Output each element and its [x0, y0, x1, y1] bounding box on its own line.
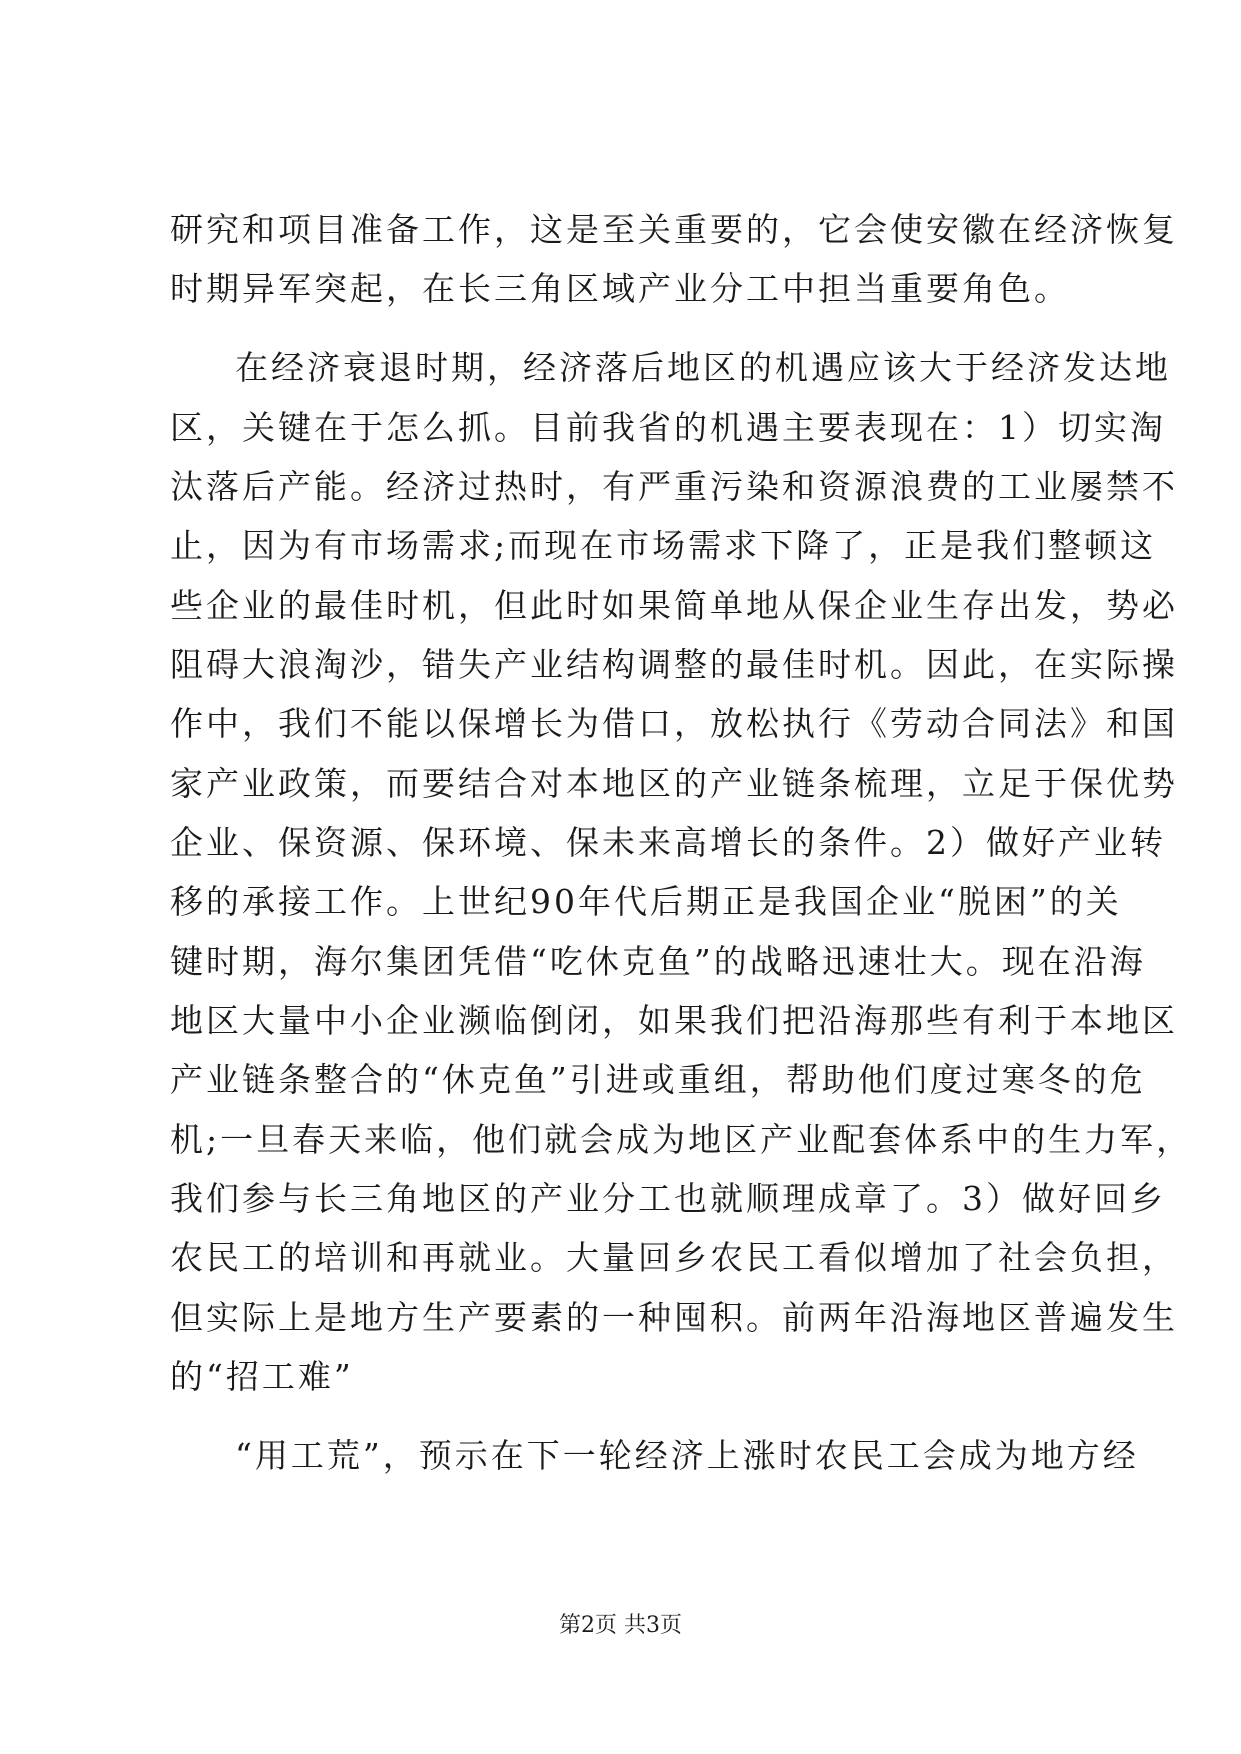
text-line: 作中，我们不能以保增长为借口，放松执行《劳动合同法》和国 — [170, 704, 1178, 743]
text-line: 在经济衰退时期，经济落后地区的机遇应该大于经济发达地 — [235, 348, 1171, 387]
text-line: 农民工的培训和再就业。大量回乡农民工看似增加了社会负担， — [170, 1238, 1178, 1277]
text-line: 些企业的最佳时机，但此时如果简单地从保企业生存出发，势必 — [170, 586, 1178, 625]
text-line: 企业、保资源、保环境、保未来高增长的条件。2）做好产业转 — [170, 823, 1166, 862]
text-line: 的“招工难” — [170, 1357, 354, 1396]
page-number-footer: 第2页 共3页 — [559, 1613, 682, 1638]
text-line: 阻碍大浪淘沙，错失产业结构调整的最佳时机。因此，在实际操 — [170, 645, 1178, 684]
text-line: 键时期，海尔集团凭借“吃休克鱼”的战略迅速壮大。现在沿海 — [170, 942, 1146, 981]
text-line: 区，关键在于怎么抓。目前我省的机遇主要表现在：1）切实淘 — [170, 408, 1166, 447]
text-line: 家产业政策，而要结合对本地区的产业链条梳理，立足于保优势 — [170, 764, 1178, 803]
text-line: “用工荒”，预示在下一轮经济上涨时农民工会成为地方经 — [235, 1436, 1139, 1475]
text-line: 汰落后产能。经济过热时，有严重污染和资源浪费的工业屡禁不 — [170, 467, 1178, 506]
text-line: 产业链条整合的“休克鱼”引进或重组，帮助他们度过寒冬的危 — [170, 1060, 1146, 1099]
text-line: 但实际上是地方生产要素的一种囤积。前两年沿海地区普遍发生 — [170, 1298, 1178, 1337]
text-line: 我们参与长三角地区的产业分工也就顺理成章了。3）做好回乡 — [170, 1179, 1166, 1218]
text-line: 地区大量中小企业濒临倒闭，如果我们把沿海那些有利于本地区 — [170, 1001, 1178, 1040]
text-line: 研究和项目准备工作，这是至关重要的，它会使安徽在经济恢复 — [170, 210, 1178, 249]
text-line: 移的承接工作。上世纪90年代后期正是我国企业“脱困”的关 — [170, 882, 1122, 921]
text-line: 机;一旦春天来临，他们就会成为地区产业配套体系中的生力军， — [170, 1120, 1193, 1159]
text-line: 时期异军突起，在长三角区域产业分工中担当重要角色。 — [170, 269, 1070, 308]
text-line: 止，因为有市场需求;而现在市场需求下降了，正是我们整顿这 — [170, 526, 1157, 565]
